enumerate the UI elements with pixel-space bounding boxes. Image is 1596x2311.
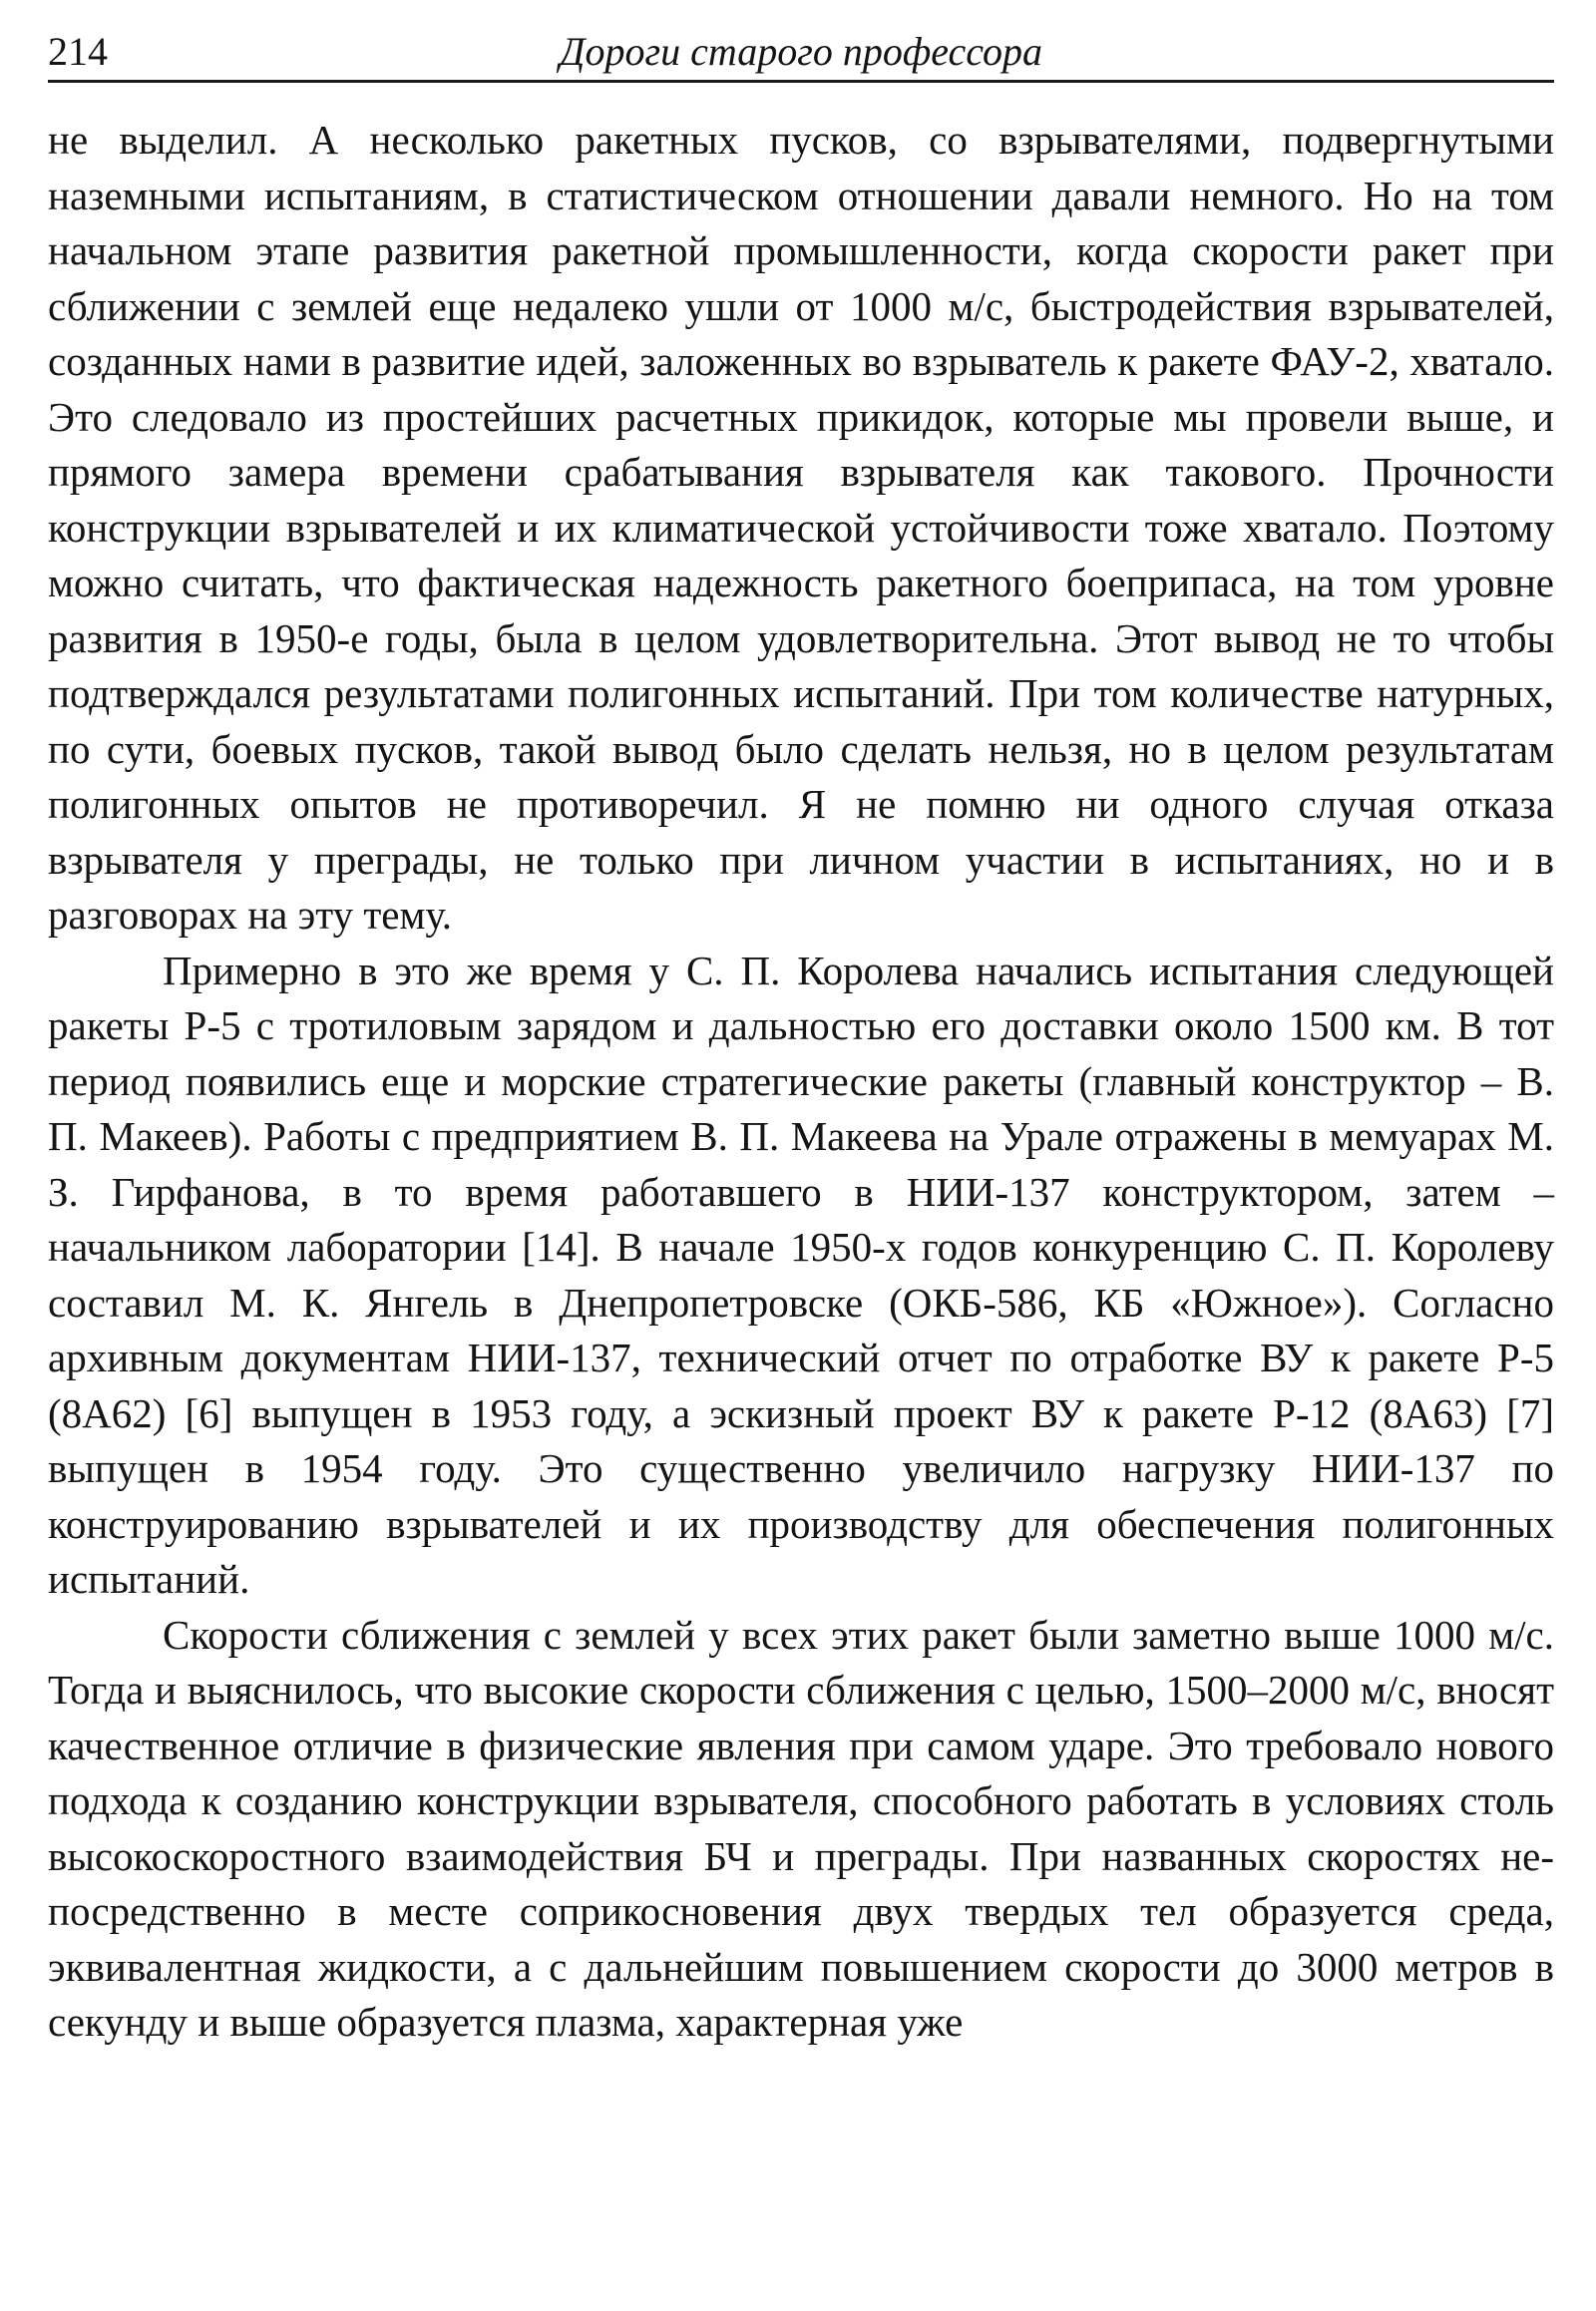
book-title: Дороги старого профессора [560, 29, 1042, 74]
running-head [48, 18, 1554, 83]
book-page [48, 18, 1554, 2051]
paragraph-continuation: не выделил. А несколько ракетных пусков, со взрывателями, подвергнутыми наземными испытаниям, в статистическом отношении давали немного. Но на том начальном этапе развития ракетной промышленности, когда скорости ракет при сближении с землей еще недалеко ушли от 1000 м/с, быстродействия взрывателей, созданных нами в развитие идей, заложенных во взрыватель к ракете ФАУ-2, хватало. Это следовало из простейших расчетных прикидок, которые мы провели выше, и прямого замера времени срабатывания взрывателя как такового. Прочности конструкции взрывателей и их климатической устойчивости тоже хватало. Поэтому можно считать, что фактическая надежность ракетного боеприпаса, на том уровне развития в 1950-е годы, была в целом удовлетворительна. Этот вывод не то чтобы подтверждался результатами полигонных испытаний. При том количестве натурных, по сути, боевых пусков, такой вывод было сделать нельзя, но в целом результатам полигонных опытов не противоречил. Я не помню ни одного случая отказа взрывателя у преграды, не только при личном участии в испытаниях, но и в разговорах на эту тему. [48, 117, 1554, 938]
paragraph-approach-speeds: Скорости сближения с землей у всех этих ракет были заметно выше 1000 м/с. Тогда и выяснилось, что высокие скорости сближения с целью, 1500–2000 м/с, вносят качественное отличие в физические явления при самом ударе. Это требовало нового подхода к созданию конструкции взрывателя, способного работать в условиях столь высокоскоростного взаимодействия БЧ и преграды. При названных скоростях непосредственно в месте соприкосновения двух твердых тел образуется среда, эквивалентная жидкости, а с дальнейшим повышением скорости до 3000 метров в секунду и выше образуется плазма, характерная уже [48, 1611, 1554, 2045]
body-text [48, 113, 1554, 2051]
paragraph-korolev-r5: Примерно в это же время у С. П. Королева начались испытания следующей ракеты Р-5 с тротиловым зарядом и дальностью его доставки около 1500 км. В тот период появились еще и морские стратегические ракеты (главный конструктор – В. П. Макеев). Работы с предприятием В. П. Макеева на Урале отражены в мемуарах М. З. Гирфанова, в то время работавшего в НИИ-137 конструктором, затем – начальником лаборатории [14]. В начале 1950-х годов конкуренцию С. П. Королеву составил М. К. Янгель в Днепропетровске (ОКБ-586, КБ «Южное»). Согласно архивным документам НИИ-137, технический отчет по отработке ВУ к ракете Р-5 (8А62) [6] выпущен в 1953 году, а эскизный проект ВУ к ракете Р-12 (8А63) [7] выпущен в 1954 году. Это существенно увеличило нагрузку НИИ-137 по конструированию взрывателей и их производству для обеспечения полигонных испытаний. [48, 947, 1554, 1602]
page-number: 214 [48, 29, 108, 74]
